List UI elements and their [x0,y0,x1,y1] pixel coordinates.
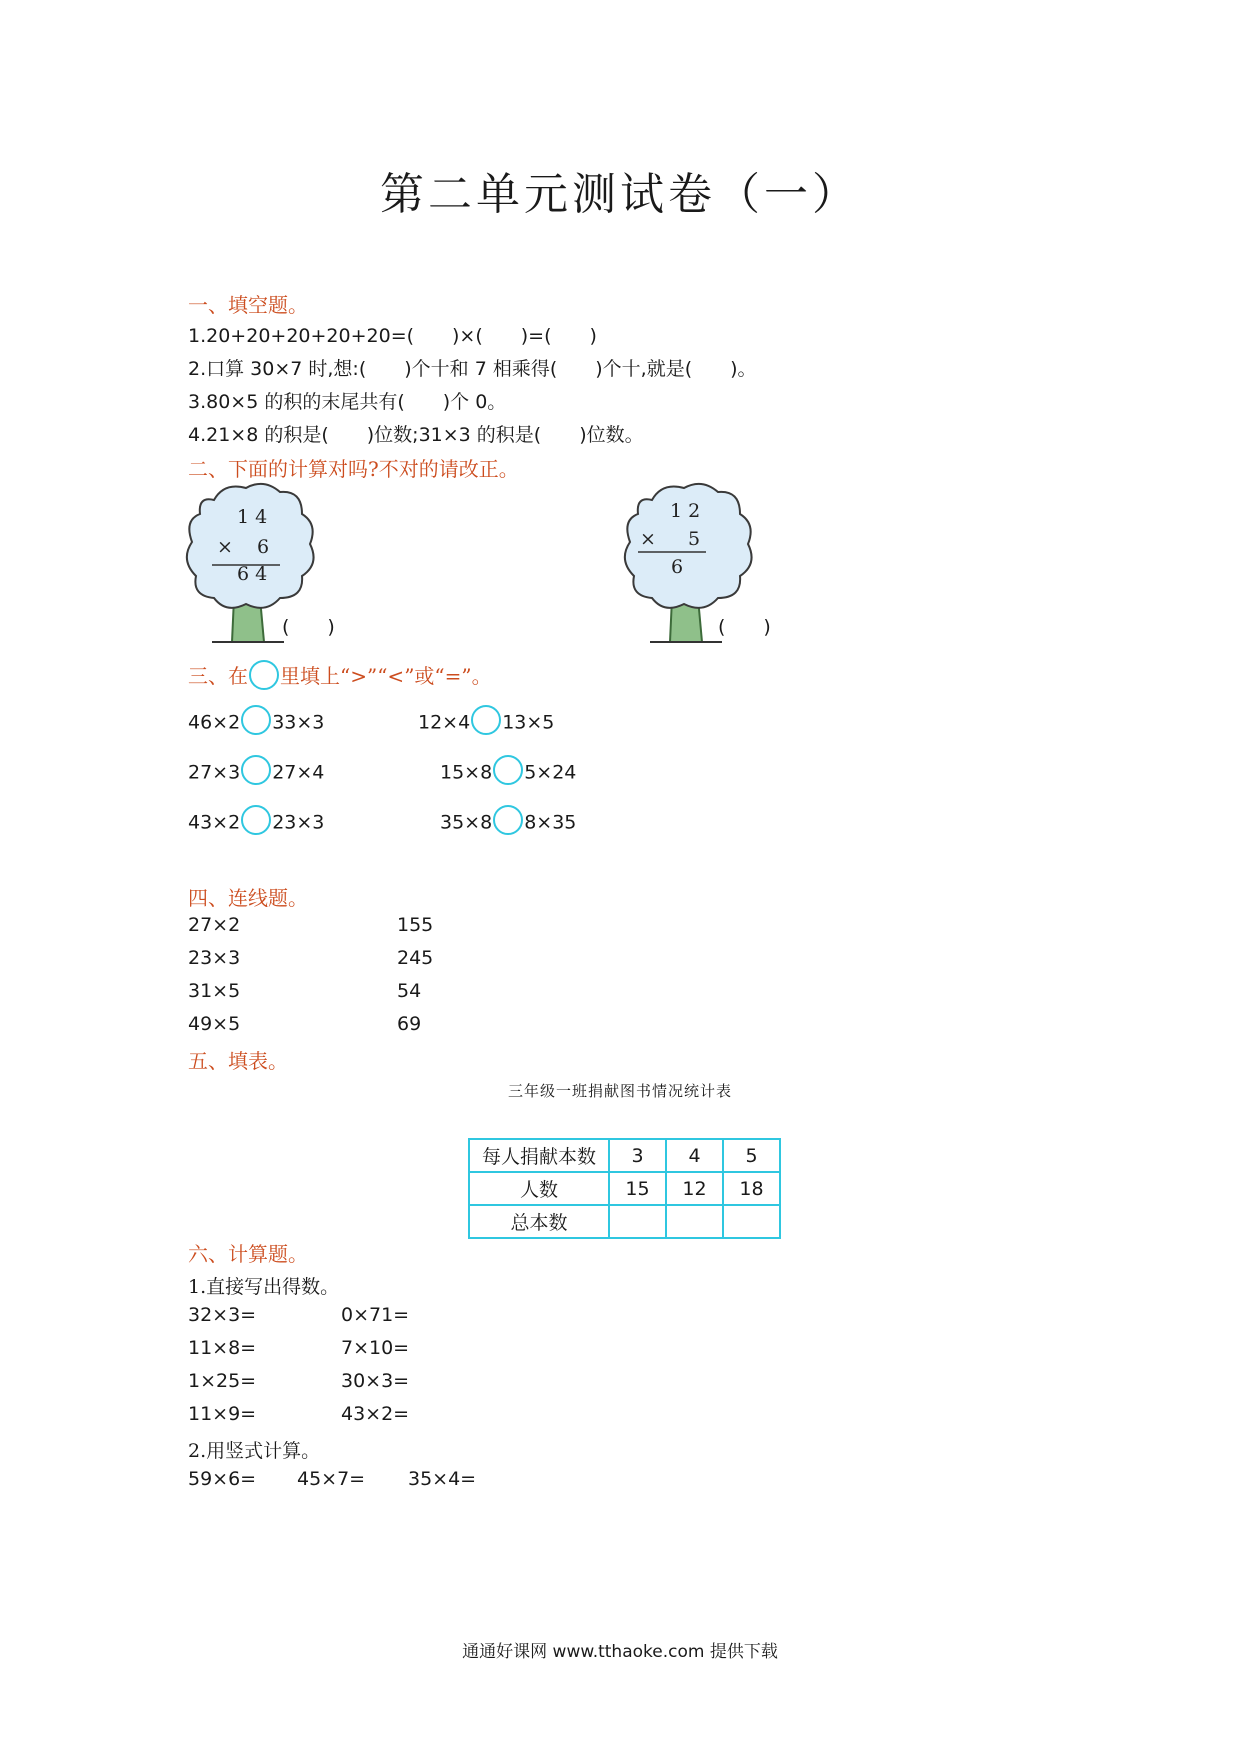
vertical-calc-item: 45×7= [297,1468,366,1490]
table-row [469,1172,780,1205]
direct-calc-item: 43×2= [341,1403,410,1425]
section6-subheading-1: 1.直接写出得数。 [188,1276,340,1298]
match-right-item[interactable]: 245 [397,947,434,969]
compare-circle-input[interactable] [241,705,271,735]
compare-expr: 8×35 [524,811,577,834]
direct-calc-item: 11×9= [188,1403,257,1425]
compare-circle-input[interactable] [493,755,523,785]
tree-1-answer-blank: ( ) [282,616,335,638]
compare-expr: 33×3 [272,711,325,734]
donation-stats-table [468,1138,781,1239]
direct-calc-item: 11×8= [188,1337,257,1359]
direct-calc-item: 7×10= [341,1337,410,1359]
row-header: 总本数 [469,1205,609,1238]
table-cell: 12 [666,1172,723,1205]
tree-2-operator: × [640,528,656,550]
compare-row-2-left [188,758,324,788]
footer-credit: 通通好课网 www.tthaoke.com 提供下载 [462,1642,778,1662]
compare-row-3-right [440,808,576,838]
compare-expr: 15×8 [440,761,493,784]
compare-row-1-left [188,708,324,738]
compare-expr: 23×3 [272,811,325,834]
compare-expr: 27×4 [272,761,325,784]
compare-row-2-right [440,758,576,788]
table-cell: 15 [609,1172,666,1205]
direct-calc-item: 0×71= [341,1304,410,1326]
section2-heading: 二、下面的计算对吗?不对的请改正。 [188,457,519,481]
table-row [469,1205,780,1238]
section3-heading-suffix: 里填上“>”“<”或“=”。 [280,664,492,688]
tree-1-multiplier: 6 [257,536,270,558]
table-row [469,1139,780,1172]
compare-circle-input[interactable] [241,755,271,785]
direct-calc-item: 30×3= [341,1370,410,1392]
direct-calc-item: 1×25= [188,1370,257,1392]
table-cell: 3 [609,1139,666,1172]
table-title: 三年级一班捐献图书情况统计表 [507,1082,732,1100]
answer-cell[interactable] [723,1205,780,1238]
section1-heading: 一、填空题。 [188,293,308,317]
row-header: 每人捐献本数 [469,1139,609,1172]
compare-circle-input[interactable] [241,805,271,835]
direct-calc-item: 32×3= [188,1304,257,1326]
section3-heading-prefix: 三、在 [188,664,248,688]
section4-heading: 四、连线题。 [188,886,308,910]
question-4: 4.21×8 的积是( )位数;31×3 的积是( )位数。 [188,424,644,446]
table-cell: 4 [666,1139,723,1172]
compare-expr: 12×4 [418,711,471,734]
question-1: 1.20+20+20+20+20=( )×( )=( ) [188,325,597,347]
match-left-item[interactable]: 31×5 [188,980,241,1002]
answer-cell[interactable] [609,1205,666,1238]
tree-2-result: 6 [671,556,684,578]
table-cell: 18 [723,1172,780,1205]
compare-circle-input[interactable] [471,705,501,735]
compare-row-3-left [188,808,324,838]
match-right-item[interactable]: 69 [397,1013,422,1035]
question-2: 2.口算 30×7 时,想:( )个十和 7 相乘得( )个十,就是( )。 [188,358,757,380]
tree-2-multiplier: 5 [688,528,701,550]
compare-expr: 5×24 [524,761,577,784]
compare-expr: 27×3 [188,761,241,784]
tree-2-multiplicand: 1 2 [670,500,701,522]
match-left-item[interactable]: 49×5 [188,1013,241,1035]
table-cell: 5 [723,1139,780,1172]
compare-expr: 46×2 [188,711,241,734]
vertical-calc-item: 59×6= [188,1468,257,1490]
tree-1-result: 6 4 [237,563,268,585]
tree-1-multiplicand: 1 4 [237,506,268,528]
compare-expr: 43×2 [188,811,241,834]
match-right-item[interactable]: 155 [397,914,434,936]
match-left-item[interactable]: 27×2 [188,914,241,936]
compare-row-1-right [418,708,554,738]
section6-subheading-2: 2.用竖式计算。 [188,1440,321,1462]
section5-heading: 五、填表。 [188,1049,288,1073]
compare-expr: 35×8 [440,811,493,834]
tree-1-operator: × [217,536,233,558]
compare-circle-input[interactable] [493,805,523,835]
match-left-item[interactable]: 23×3 [188,947,241,969]
page-title: 第二单元测试卷（一） [380,169,860,220]
question-3: 3.80×5 的积的末尾共有( )个 0。 [188,391,507,413]
tree-2-answer-blank: ( ) [718,616,771,638]
match-right-item[interactable]: 54 [397,980,422,1002]
section6-heading: 六、计算题。 [188,1242,308,1266]
circle-icon [249,660,279,690]
section3-heading [188,660,492,693]
answer-cell[interactable] [666,1205,723,1238]
vertical-calc-item: 35×4= [408,1468,477,1490]
compare-expr: 13×5 [502,711,555,734]
row-header: 人数 [469,1172,609,1205]
